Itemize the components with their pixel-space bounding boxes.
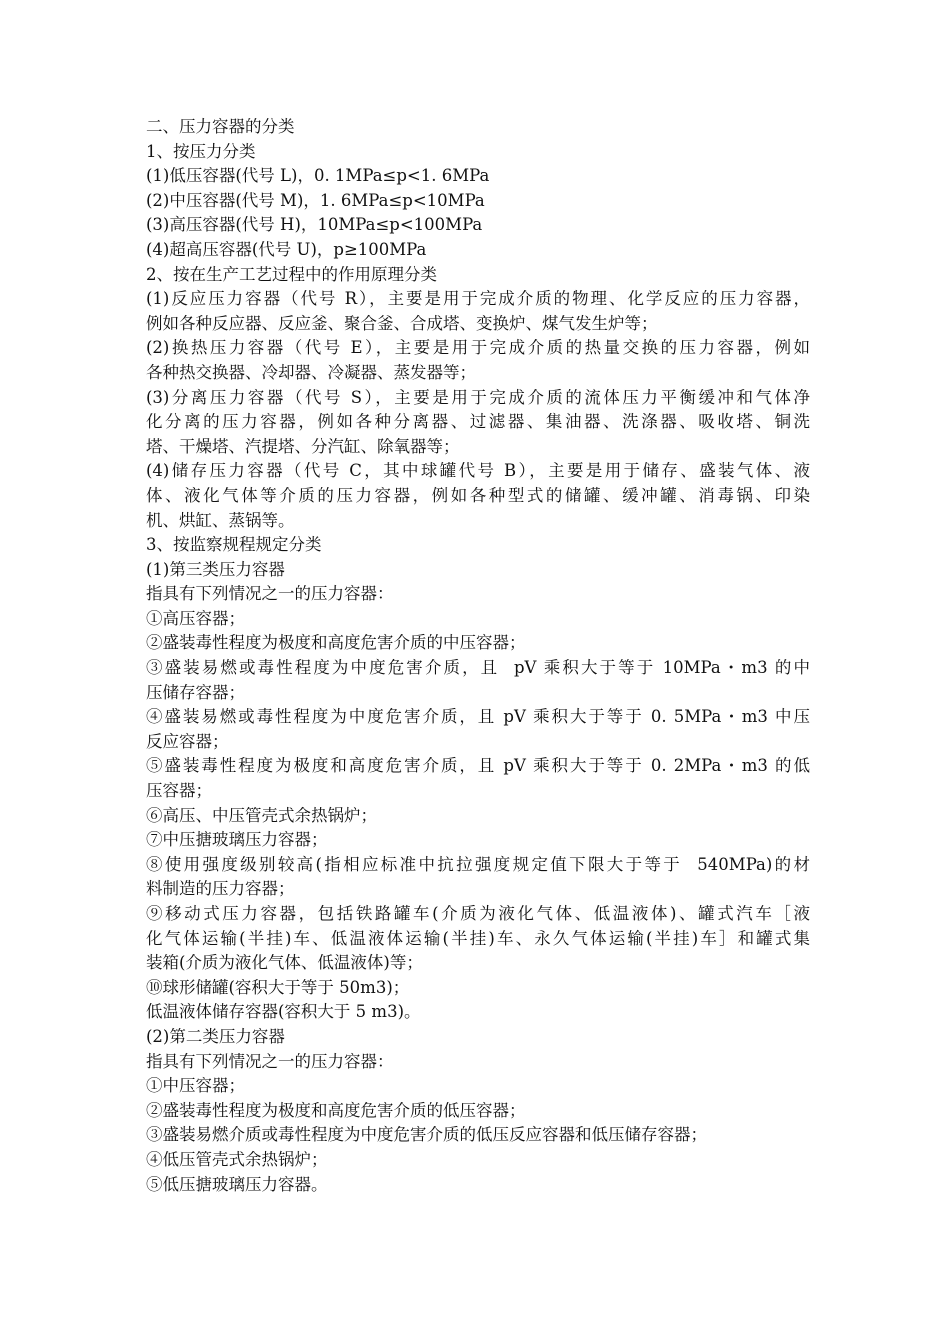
list-item: ②盛装毒性程度为极度和高度危害介质的低压容器； <box>146 1100 526 1120</box>
list-item: ①中压容器； <box>146 1076 245 1096</box>
paragraph-line: 化分离的压力容器，例如各种分离器、过滤器、集油器、洗涤器、吸收塔、铜洗 <box>146 412 810 432</box>
list-item: ⑨移动式压力容器，包括铁路罐车(介质为液化气体、低温液体)、罐式汽车［液 <box>146 904 810 923</box>
paragraph-line: (1)反应压力容器（代号 R），主要是用于完成介质的物理、化学反应的压力容器， <box>146 289 810 309</box>
list-item: (1)低压容器(代号 L)，0. 1MPa≤p<1. 6MPa <box>146 166 490 186</box>
list-item: 反应容器； <box>146 731 229 751</box>
list-item: ⑥高压、中压管壳式余热锅炉； <box>146 805 377 825</box>
paragraph-line: 例如各种反应器、反应釜、聚合釜、合成塔、变换炉、煤气发生炉等； <box>146 313 658 333</box>
list-item: ③盛装易燃或毒性程度为中度危害介质，且 pV 乘积大于等于 10MPa・m3 的中 <box>146 658 810 678</box>
list-item: ⑦中压搪玻璃压力容器； <box>146 830 328 850</box>
list-item: 低温液体储存容器(容积大于 5 m3)。 <box>146 1002 421 1022</box>
list-item: 化气体运输(半挂)车、低温液体运输(半挂)车、永久气体运输(半挂)车］和罐式集 <box>146 928 810 948</box>
paragraph-line: 体、液化气体等介质的压力容器，例如各种型式的储罐、缓冲罐、消毒锅、印染 <box>146 485 810 505</box>
paragraph-line: (2)换热压力容器（代号 E），主要是用于完成介质的热量交换的压力容器，例如 <box>146 338 810 358</box>
list-item: 料制造的压力容器； <box>146 879 295 899</box>
category-heading: (2)第二类压力容器 <box>146 1026 285 1046</box>
list-item: ②盛装毒性程度为极度和高度危害介质的中压容器； <box>146 633 526 653</box>
list-item: ①高压容器； <box>146 608 245 628</box>
paragraph-line: 机、烘缸、蒸锅等。 <box>146 510 295 530</box>
category-heading: (1)第三类压力容器 <box>146 559 285 579</box>
paragraph-line: 各种热交换器、冷却器、冷凝器、蒸发器等； <box>146 362 476 382</box>
list-item: ④低压管壳式余热锅炉； <box>146 1149 328 1169</box>
list-item: 压容器； <box>146 781 212 801</box>
paragraph-line: 指具有下列情况之一的压力容器： <box>146 584 394 604</box>
section-heading: 二、压力容器的分类 <box>146 117 295 136</box>
subsection-heading: 2、按在生产工艺过程中的作用原理分类 <box>146 264 437 284</box>
list-item: ⑤盛装毒性程度为极度和高度危害介质，且 pV 乘积大于等于 0. 2MPa・m3 的低 <box>146 756 810 776</box>
list-item: ⑩球形储罐(容积大于等于 50m3)； <box>146 977 410 997</box>
list-item: (4)超高压容器(代号 U)，p≥100MPa <box>146 239 427 259</box>
document-body <box>146 115 810 1197</box>
paragraph-line: (3)分离压力容器（代号 S），主要是用于完成介质的流体压力平衡缓冲和气体净 <box>146 387 810 407</box>
list-item: 压储存容器； <box>146 682 245 702</box>
list-item: ④盛装易燃或毒性程度为中度危害介质，且 pV 乘积大于等于 0. 5MPa・m3 中压 <box>146 707 810 727</box>
list-item: (3)高压容器(代号 H)，10MPa≤p<100MPa <box>146 215 483 235</box>
list-item: ⑧使用强度级别较高(指相应标准中抗拉强度规定值下限大于等于 540MPa)的材 <box>146 854 810 874</box>
subsection-heading: 1、按压力分类 <box>146 141 256 161</box>
subsection-heading: 3、按监察规程规定分类 <box>146 535 322 555</box>
list-item: (2)中压容器(代号 M)，1. 6MPa≤p<10MPa <box>146 190 485 210</box>
list-item: ⑤低压搪玻璃压力容器。 <box>146 1174 328 1194</box>
list-item: 装箱(介质为液化气体、低温液体)等； <box>146 953 423 973</box>
paragraph-line: (4)储存压力容器（代号 C，其中球罐代号 B），主要是用于储存、盛装气体、液 <box>146 461 810 481</box>
paragraph-line: 指具有下列情况之一的压力容器： <box>146 1051 394 1071</box>
list-item: ③盛装易燃介质或毒性程度为中度危害介质的低压反应容器和低压储存容器； <box>146 1125 707 1145</box>
paragraph-line: 塔、干燥塔、汽提塔、分汽缸、除氧器等； <box>146 436 460 456</box>
